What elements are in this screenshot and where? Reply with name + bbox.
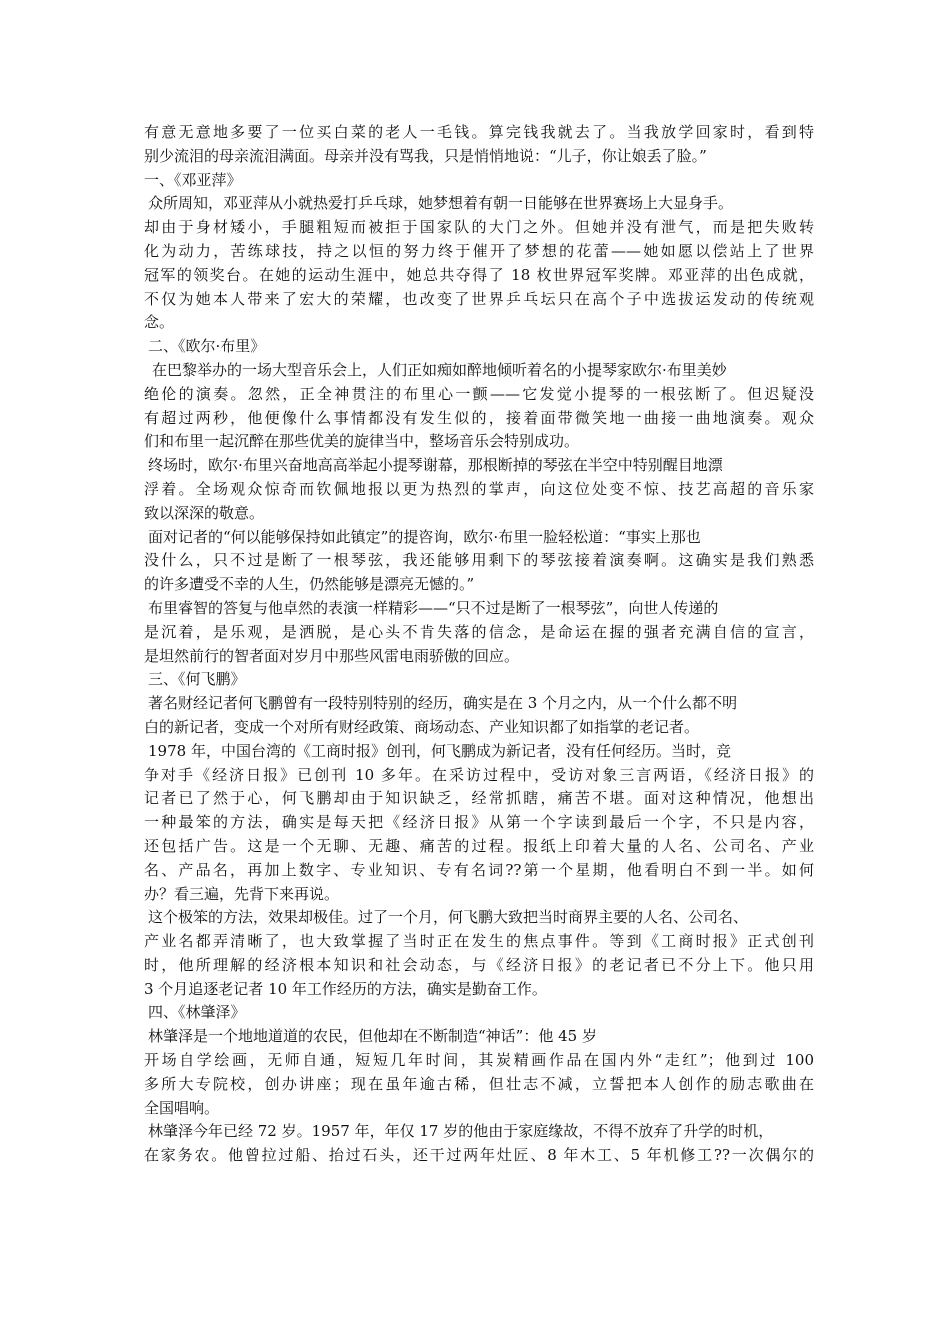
text-line: 时，他所理解的经济根本知识和社会动态，与《经济日报》的老记者已不分上下。他只用 [144, 955, 814, 974]
text-line: 开场自学绘画，无师自通，短短几年时间，其炭精画作品在国内外“走红”；他到过 100 [144, 1051, 814, 1070]
text-line: 别少流泪的母亲流泪满面。母亲并没有骂我，只是悄悄地说：“儿子，你让娘丢了脸。” [144, 146, 707, 165]
text-line: 四、《林肇泽》 [148, 1003, 246, 1022]
text-line: 一种最笨的方法，确实是每天把《经济日报》从第一个字读到最后一个字，不只是内容， [144, 813, 814, 832]
text-line: 浮着。全场观众惊奇而钦佩地报以更为热烈的掌声，向这位处变不惊、技艺高超的音乐家 [144, 479, 814, 498]
text-line: 白的新记者，变成一个对所有财经政策、商场动态、产业知识都了如指掌的老记者。 [144, 717, 700, 736]
text-line: 还包括广告。这是一个无聊、无趣、痛苦的过程。报纸上印着大量的人名、公司名、产业 [144, 836, 814, 855]
text-line: 办？看三遍，先背下来再说。 [144, 884, 340, 903]
text-line: 的许多遭受不幸的人生，仍然能够是漂亮无憾的。” [144, 575, 475, 594]
text-line: 争对手《经济日报》已创刊 10 多年。在采访过程中，受访对象三言两语，《经济日报》的 [144, 765, 814, 784]
text-line: 却由于身材矮小，手腿粗短而被拒于国家队的大门之外。但她并没有泄气，而是把失败转 [144, 218, 814, 237]
text-line: 有意无意地多要了一位买白菜的老人一毛钱。算完钱我就去了。当我放学回家时，看到特 [144, 123, 814, 141]
text-line: 化为动力，苦练球技，持之以恒的努力终于催开了梦想的花蕾——她如愿以偿站上了世界 [144, 241, 814, 260]
text-line: 是沉着，是乐观，是洒脱，是心头不肯失落的信念，是命运在握的强者充满自信的宣言， [144, 622, 814, 641]
text-line: 多所大专院校，创办讲座；现在虽年逾古稀，但壮志不减，立誓把本人创作的励志歌曲在 [144, 1074, 814, 1093]
text-line: 没什么，只不过是断了一根琴弦，我还能够用剩下的琴弦接着演奏啊。这确实是我们熟悉 [144, 551, 814, 570]
text-line: 绝伦的演奏。忽然，正全神贯注的布里心一颤——它发觉小提琴的一根弦断了。但迟疑没 [144, 384, 814, 403]
text-line: 1978 年，中国台湾的《工商时报》创刊，何飞鹏成为新记者，没有任何经历。当时，竞 [148, 741, 731, 760]
text-line: 产业名都弄清晰了，也大致掌握了当时正在发生的焦点事件。等到《工商时报》正式创刊 [144, 932, 814, 951]
text-line: 名、产品名，再加上数字、专业知识、专有名词??第一个星期，他看明白不到一半。如何 [144, 860, 814, 879]
text-line: 在巴黎举办的一场大型音乐会上，人们正如痴如醉地倾听着名的小提琴家欧尔·布里美妙 [152, 360, 727, 379]
text-line: 林肇泽是一个地地道道的农民，但他却在不断制造“神话”：他 45 岁 [148, 1027, 597, 1046]
text-line: 致以深深的敬意。 [144, 503, 265, 522]
text-line: 有超过两秒，他便像什么事情都没有发生似的，接着面带微笑地一曲接一曲地演奏。观众 [144, 408, 814, 427]
text-line: 著名财经记者何飞鹏曾有一段特别特别的经历，确实是在 3 个月之内，从一个什么都不明 [148, 694, 738, 713]
text-line: 众所周知，邓亚萍从小就热爱打乒乓球，她梦想着有朝一日能够在世界赛场上大显身手。 [148, 194, 734, 213]
text-line: 面对记者的“何以能够保持如此镇定”的提咨询，欧尔·布里一脸轻松道：“事实上那也 [148, 527, 701, 546]
text-line: 不仅为她本人带来了宏大的荣耀，也改变了世界乒乓坛只在高个子中选拔运发动的传统观 [144, 289, 814, 308]
text-line: 是坦然前行的智者面对岁月中那些风雷电雨骄傲的回应。 [144, 646, 520, 665]
text-line: 三、《何飞鹏》 [148, 670, 246, 689]
text-line: 这个极笨的方法，效果却极佳。过了一个月，何飞鹏大致把当时商界主要的人名、公司名、 [148, 908, 749, 927]
text-line: 二、《欧尔·布里》 [148, 337, 266, 356]
text-line: 布里睿智的答复与他卓然的表演一样精彩——“只不过是断了一根琴弦”，向世人传递的 [148, 598, 719, 617]
text-line: 3 个月追逐老记者 10 年工作经历的方法，确实是勤奋工作。 [144, 979, 547, 998]
text-line: 冠军的领奖台。在她的运动生涯中，她总共夺得了 18 枚世界冠军奖牌。邓亚萍的出色成就， [144, 265, 814, 284]
text-line: 终场时，欧尔·布里兴奋地高高举起小提琴谢幕，那根断掉的琴弦在半空中特别醒目地漂 [148, 456, 723, 475]
text-line: 们和布里一起沉醉在那些优美的旋律当中，整场音乐会特别成功。 [144, 432, 580, 451]
text-line: 记者已了然于心，何飞鹏却由于知识缺乏，经常抓瞎，痛苦不堪。面对这种情况，他想出 [144, 789, 814, 808]
text-line: 念。 [144, 313, 175, 332]
text-line: 一、《邓亚萍》 [144, 170, 242, 189]
text-line: 在家务农。他曾拉过船、抬过石头，还干过两年灶匠、8 年木工、5 年机修工??一次偶尔的 [144, 1146, 814, 1165]
text-line: 林肇泽今年已经 72 岁。1957 年，年仅 17 岁的他由于家庭缘故，不得不放弃了升学的时机， [148, 1122, 774, 1141]
document-body [144, 121, 814, 1168]
text-line: 全国唱响。 [144, 1098, 220, 1117]
